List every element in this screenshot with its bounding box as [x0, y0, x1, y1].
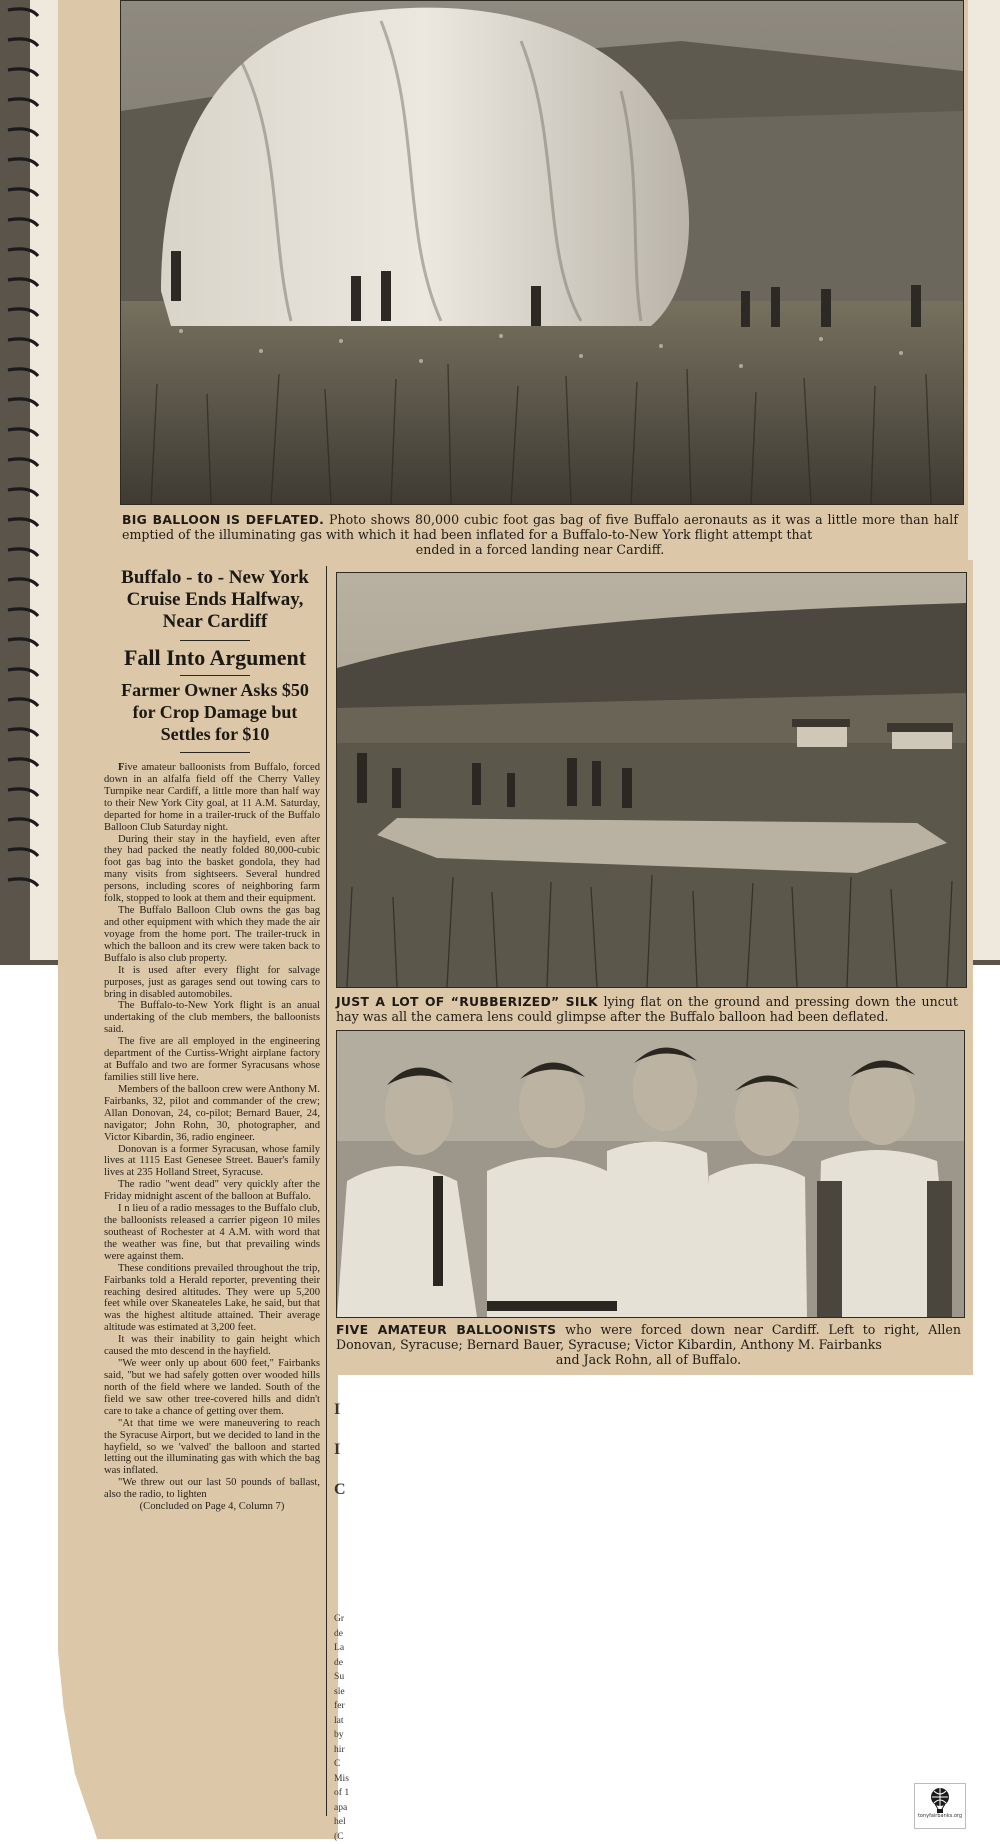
photo-balloon-deflating [120, 0, 964, 505]
article-paragraph-7: Members of the balloon crew were Anthony M. Fairbanks, 32, pilot and commander of the crew; Allan Donovan, 24, co-pilot; Bernard Bauer, 24, navigator; John Rohn, 30, photographer, and Victor Kibardin, 36, radio engineer. [104, 1084, 320, 1144]
fragment-10: hir [334, 1743, 349, 1758]
adjacent-column-marks [334, 1390, 346, 1510]
caption-middle-text: lying flat on the ground and pressing down the uncut hay was all the camera lens could glimpse after the Buffalo balloon had been deflated. [336, 994, 958, 1024]
site-logo [914, 1783, 966, 1829]
caption-top-last-line: ended in a forced landing near Cardiff. [122, 542, 958, 557]
caption-bottom-last-line: and Jack Rohn, all of Buffalo. [336, 1352, 961, 1367]
caption-bottom-text: who were forced down near Cardiff. Left to right, Allen Donovan, Syracuse; Bernard Bauer, Syracuse; Victor Kibardin, Anthony M. Fairbanks [336, 1322, 961, 1352]
article-paragraph-10: I n lieu of a radio messages to the Buffalo club, the balloonists released a carrier pigeon 10 miles southeast of Rochester at 4 A.M. with word that the weather was fine, but that prevailing winds were against them. [104, 1203, 320, 1263]
headline-rule-2 [180, 675, 250, 676]
site-logo-text: tonyfairbanks.org [915, 1813, 965, 1819]
spiral-binding [0, 0, 50, 960]
article-paragraph-13: "We weer only up about 600 feet," Fairbanks said, "but we had safely gotten over wooded hills north of the field where we landed. South of the field we saw other tree-covered hills and didn't care to take a chance of getting over them. [104, 1358, 320, 1418]
caption-top-text: Photo shows 80,000 cubic foot gas bag of five Buffalo aeronauts as it was a little more than half emptied of the illuminating gas with which it had been inflated for a Buffalo-to-New York flight attempt that [122, 512, 958, 542]
headline-line-3: Near Cardiff [108, 611, 322, 633]
fragment-14: apa [334, 1801, 349, 1816]
fragment-12: Mis [334, 1772, 349, 1787]
photo-balloon-flat-on-hay [336, 572, 967, 988]
caption-top-heading: BIG BALLOON IS DEFLATED. [122, 512, 324, 527]
column-divider [326, 566, 327, 1816]
article-paragraph-11: These conditions prevailed throughout the trip, Fairbanks told a Herald reporter, preventing their reaching desired altitudes. They were up 5,200 feet while over Skaneateles Lake, he said, but that was the highest altitude attained. Their average altitude was estimated at 3,200 feet. [104, 1263, 320, 1335]
caption-bottom-heading: FIVE AMATEUR BALLOONISTS [336, 1322, 556, 1337]
article-paragraph-4: It is used after every flight for salvage purposes, just as garages send out towing cars to bring in disabled automobiles. [104, 965, 320, 1001]
headline-rule-3 [180, 752, 250, 753]
article-paragraph-6: The five are all employed in the engineering department of the Curtiss-Wright airplane factory at Buffalo and two are former Syracusans whose families still live here. [104, 1036, 320, 1084]
article-paragraph-12: It was their inability to gain height which caused the mto descend in the hayfield. [104, 1334, 320, 1358]
headline-line-2: Cruise Ends Halfway, [108, 589, 322, 611]
subhead-2-line-3: Settles for $10 [108, 723, 322, 745]
article-paragraph-1: Five amateur balloonists from Buffalo, forced down in an alfalfa field off the Cherry Valley Turnpike near Cardiff, a little more than half way to their New York City goal, at 11 A.M. Saturday, departed for home in a trailer-truck of the Buffalo Balloon Club Saturday night. [104, 762, 320, 834]
article-subhead-1: Fall Into Argument [108, 644, 322, 672]
article-paragraph-15: "We threw out our last 50 pounds of ballast, also the radio, to lighten [104, 1477, 320, 1501]
headline-rule-1 [180, 640, 250, 641]
fragment-9: by [334, 1728, 349, 1743]
article-paragraph-14: "At that time we were maneuvering to reach the Syracuse Airport, but we decided to land in the hayfield, so we 'valved' the balloon and started letting out the illuminating gas with which the bag was inflated. [104, 1418, 320, 1478]
headline-line-1: Buffalo - to - New York [108, 567, 322, 589]
fragment-1: Gr [334, 1612, 349, 1627]
fragment-mark-2: I [334, 1430, 346, 1470]
fragment-13: of 1 [334, 1786, 349, 1801]
caption-middle-photo [336, 994, 958, 1024]
article-headline [108, 567, 322, 633]
subhead-2-line-2: for Crop Damage but [108, 701, 322, 723]
fragment-2: de [334, 1627, 349, 1642]
article-subhead-2 [108, 679, 322, 745]
fragment-8: lat [334, 1714, 349, 1729]
fragment-mark-1: I [334, 1390, 346, 1430]
article-body [104, 762, 320, 1513]
fragment-4: de [334, 1656, 349, 1671]
article-paragraph-3: The Buffalo Balloon Club owns the gas bag and other equipment with which they made the air voyage from the home port. The trailer-truck in which the balloon and its crew were taken back to Buffalo is also club property. [104, 905, 320, 965]
fragment-3: La [334, 1641, 349, 1656]
caption-middle-heading: JUST A LOT OF “RUBBERIZED” SILK [336, 994, 598, 1009]
balloon-logo-icon [929, 1787, 951, 1813]
article-paragraph-2: During their stay in the hayfield, even after they had packed the neatly folded 80,000-cubic foot gas bag into the basket gondola, they had many visits from sightseers. Several hundred persons, including scores of neighboring farm folk, stopped to look at them and their equipment. [104, 834, 320, 906]
article-paragraph-5: The Buffalo-to-New York flight is an anual undertaking of the club members, the balloonists said. [104, 1000, 320, 1036]
fragment-6: sle [334, 1685, 349, 1700]
article-continuation-note: (Concluded on Page 4, Column 7) [104, 1501, 320, 1513]
fragment-11: C [334, 1757, 349, 1772]
caption-top-photo [122, 512, 958, 557]
fragment-mark-3: C [334, 1470, 346, 1510]
fragment-15: hel [334, 1815, 349, 1830]
fragment-16: (C [334, 1830, 349, 1844]
fragment-7: fer [334, 1699, 349, 1714]
adjacent-column-fragments [334, 1612, 349, 1844]
subhead-2-line-1: Farmer Owner Asks $50 [108, 679, 322, 701]
caption-bottom-photo [336, 1322, 961, 1367]
photo-five-balloonists [336, 1030, 965, 1318]
fragment-5: Su [334, 1670, 349, 1685]
article-paragraph-8: Donovan is a former Syracusan, whose family lives at 1115 East Genesee Street. Bauer's family lives at 235 Holland Street, Syracuse. [104, 1144, 320, 1180]
article-paragraph-9: The radio "went dead" very quickly after the Friday midnight ascent of the balloon at Buffalo. [104, 1179, 320, 1203]
